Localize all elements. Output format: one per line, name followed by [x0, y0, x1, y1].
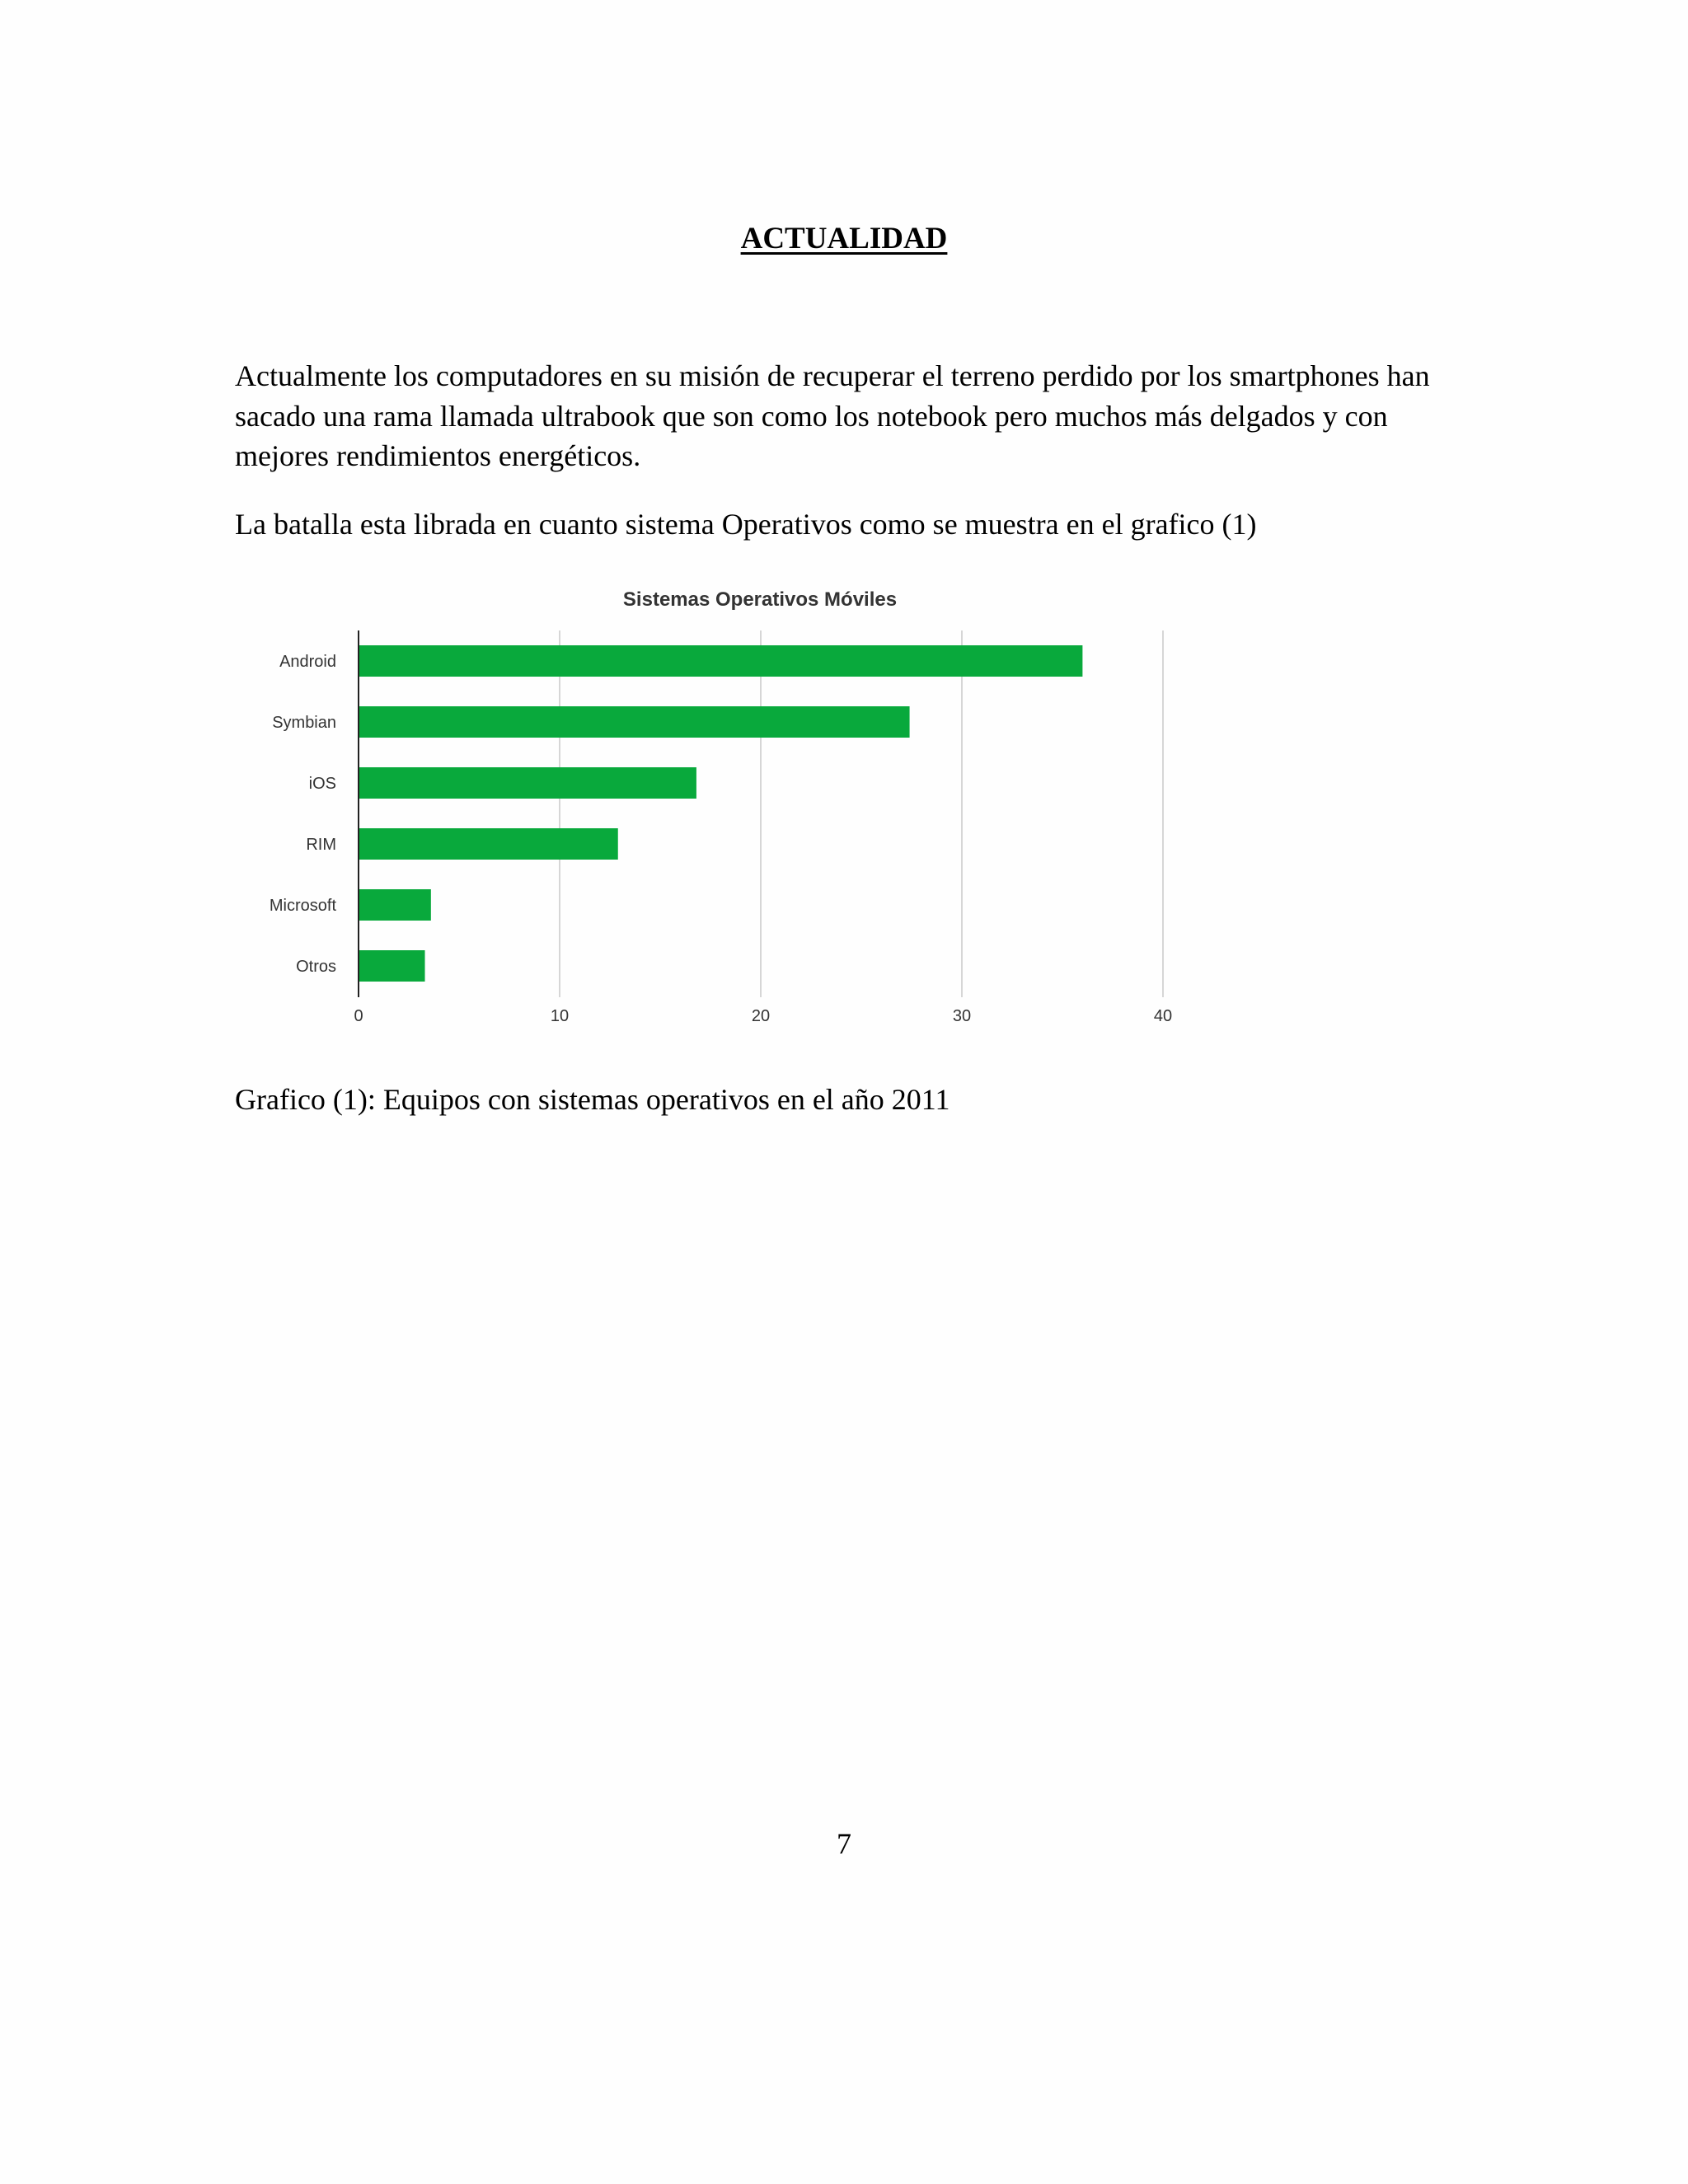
os-bar-chart — [239, 577, 1212, 1038]
intro-paragraph: Actualmente los computadores en su misión de recuperar el terreno perdido por los smartphones han sacado una rama llamada ultrabook que son como los notebook pero muchos más delgados y con mejores rendimientos energéticos. — [235, 359, 1430, 472]
chart-reference-paragraph: La batalla esta librada en cuanto sistema Operativos como se muestra en el grafico (1) — [235, 508, 1257, 541]
category-label: Microsoft — [269, 897, 336, 915]
x-tick-label: 20 — [751, 1007, 771, 1025]
x-tick-label: 0 — [354, 1007, 363, 1025]
page-number: 7 — [837, 1827, 851, 1860]
bar-ios — [359, 767, 696, 799]
figure-caption: Grafico (1): Equipos con sistemas operativos en el año 2011 — [235, 1083, 950, 1116]
category-label: iOS — [308, 775, 336, 793]
chart-category-labels — [270, 653, 337, 976]
section-heading: ACTUALIDAD — [740, 222, 948, 255]
category-label: Symbian — [272, 714, 336, 732]
chart-bars — [359, 645, 1082, 982]
bar-otros — [359, 950, 425, 982]
category-label: RIM — [306, 836, 336, 854]
chart-x-tick-labels — [354, 1007, 1172, 1025]
chart-gridlines — [560, 630, 1163, 997]
x-tick-label: 10 — [550, 1007, 570, 1025]
category-label: Android — [279, 653, 336, 671]
x-tick-label: 40 — [1153, 1007, 1173, 1025]
bar-android — [359, 645, 1082, 677]
x-tick-label: 30 — [952, 1007, 972, 1025]
bar-rim — [359, 828, 618, 860]
chart-title: Sistemas Operativos Móviles — [622, 588, 898, 611]
bar-symbian — [359, 706, 910, 738]
category-label: Otros — [296, 958, 336, 976]
bar-microsoft — [359, 889, 431, 921]
